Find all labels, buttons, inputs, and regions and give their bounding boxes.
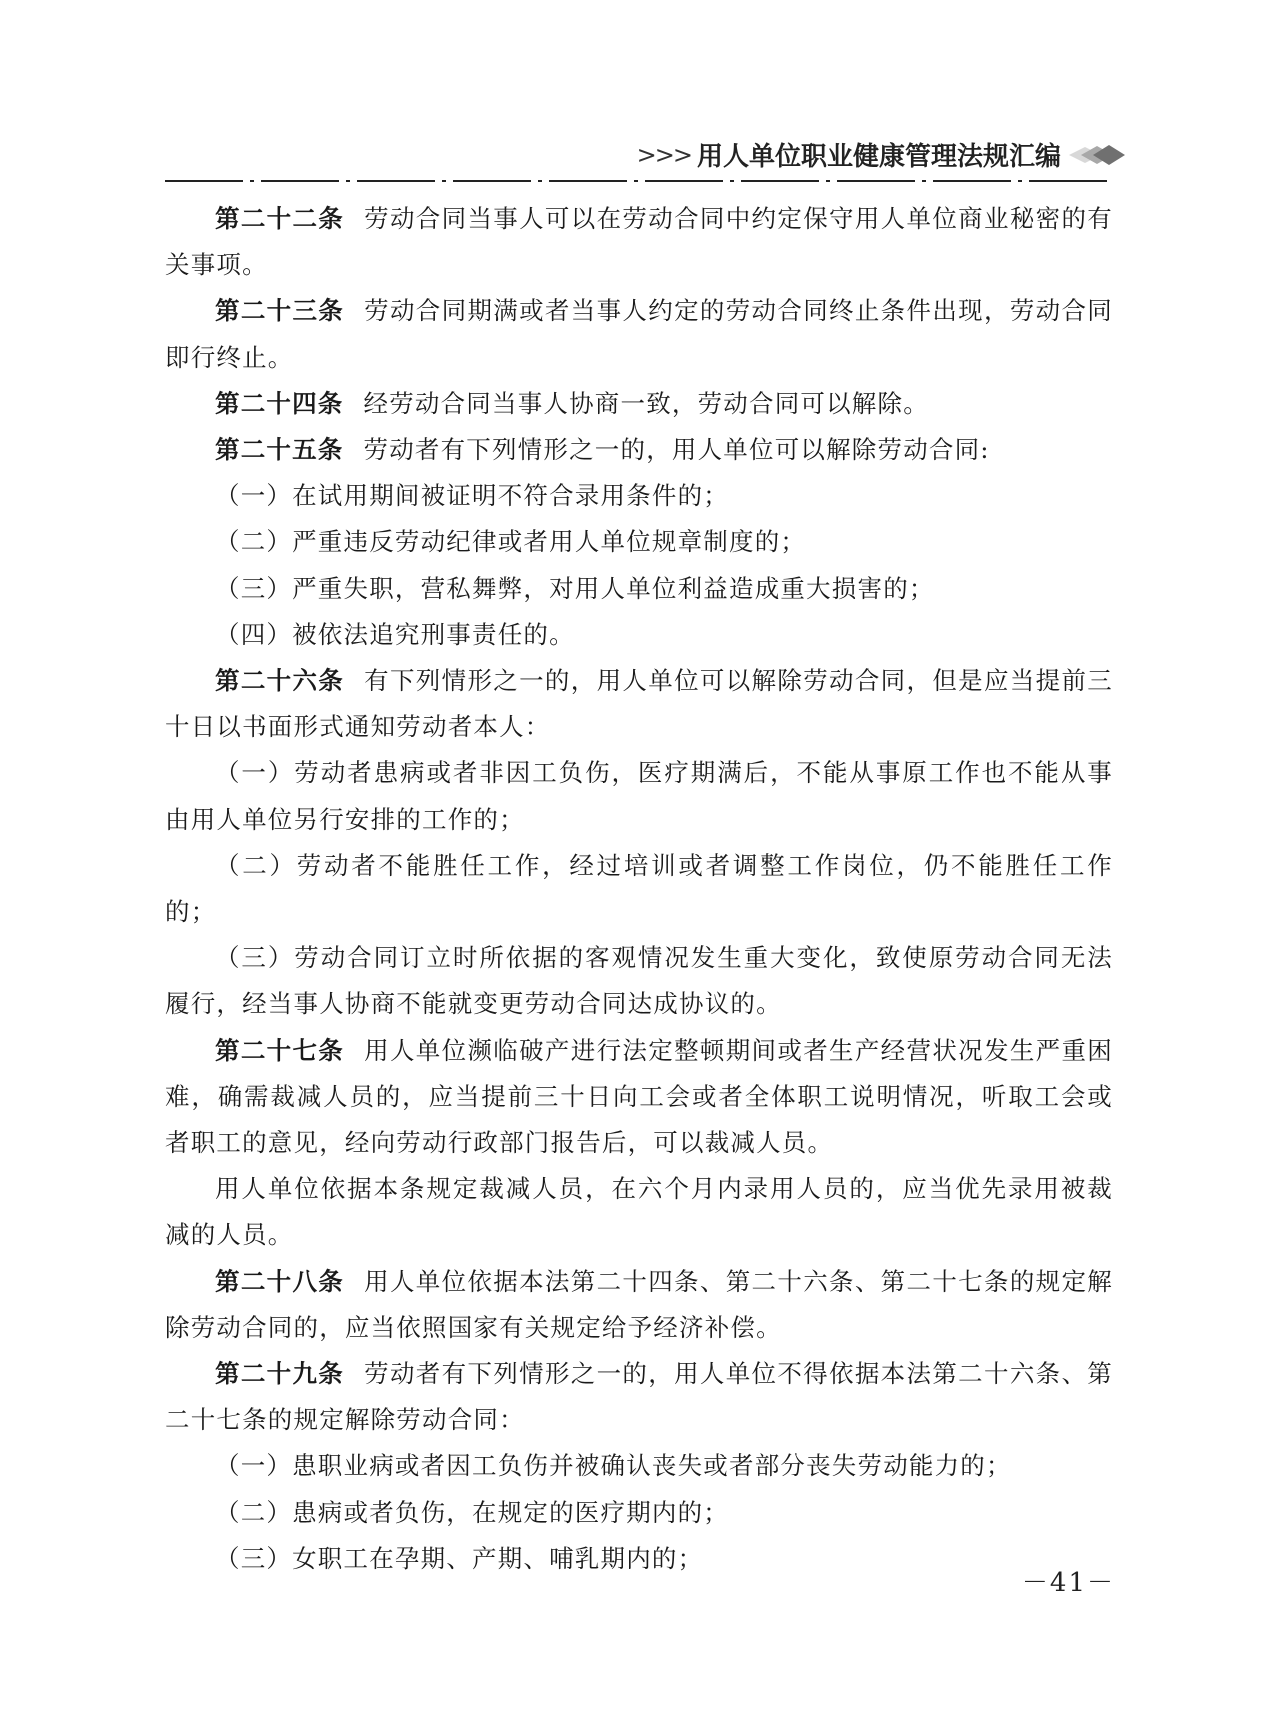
article-paragraph [165,196,1113,288]
clause-paragraph [165,473,1113,519]
article-paragraph [165,381,1113,427]
article-number: 第二十五条 [215,435,344,465]
paragraph-text: （一）在试用期间被证明不符合录用条件的； [215,481,729,511]
paragraph-text: （三）劳动合同订立时所依据的客观情况发生重大变化，致使原劳动合同无法履行，经当事人协商不能就变更劳动合同达成协议的。 [165,943,1113,1019]
page-number: －41－ [1021,1568,1115,1598]
clause-paragraph [165,519,1113,565]
paragraph-text: （二）严重违反劳动纪律或者用人单位规章制度的； [215,527,807,557]
article-number: 第二十四条 [215,388,344,418]
body-text [165,196,1113,1582]
article-number: 第二十六条 [215,666,345,696]
clause-paragraph [165,1490,1113,1536]
article-number: 第二十八条 [215,1266,345,1296]
clause-paragraph [165,566,1113,612]
article-paragraph [165,1351,1113,1443]
article-number: 第二十九条 [215,1359,345,1389]
paragraph-text: （四）被依法追究刑事责任的。 [215,619,575,649]
paragraph-text: （一）劳动者患病或者非因工负伤，医疗期满后，不能从事原工作也不能从事由用人单位另行安排的工作的； [165,758,1113,834]
clause-paragraph [165,612,1113,658]
paragraph-text: （三）严重失职，营私舞弊，对用人单位利益造成重大损害的； [215,573,935,603]
book-title: 用人单位职业健康管理法规汇编 [696,142,1061,172]
chevrons-icon: >>> [636,140,691,169]
clause-paragraph [165,935,1113,1027]
paragraph-text: 劳动者有下列情形之一的，用人单位不得依据本法第二十六条、第二十七条的规定解除劳动合同： [165,1359,1114,1435]
paragraph-text: 有下列情形之一的，用人单位可以解除劳动合同，但是应当提前三十日以书面形式通知劳动者本人： [165,666,1114,742]
paragraph-text: （一）患职业病或者因工负伤并被确认丧失或者部分丧失劳动能力的； [215,1451,1012,1481]
paragraph-text: （二）患病或者负伤，在规定的医疗期内的； [215,1497,729,1527]
paragraph-text: （二）劳动者不能胜任工作，经过培训或者调整工作岗位，仍不能胜任工作的； [165,850,1113,927]
running-header [0,0,1275,190]
clause-paragraph [165,1536,1113,1582]
paragraph-text: 用人单位濒临破产进行法定整顿期间或者生产经营状况发生严重困难，确需裁减人员的，应当提前三十日向工会或者全体职工说明情况，听取工会或者职工的意见，经向劳动行政部门报告后，可以裁减人员。 [165,1035,1114,1158]
article-number: 第二十二条 [215,204,345,233]
clause-paragraph [165,1443,1113,1489]
clause-paragraph [165,843,1113,935]
article-paragraph [165,1028,1113,1167]
header-title-group [637,136,1125,173]
paragraph-text: 劳动者有下列情形之一的，用人单位可以解除劳动合同: [363,435,990,465]
article-paragraph [165,427,1113,473]
clause-paragraph [165,750,1113,842]
paragraph-text: 劳动合同当事人可以在劳动合同中约定保守用人单位商业秘密的有关事项。 [165,204,1114,280]
paragraph-text: 劳动合同期满或者当事人约定的劳动合同终止条件出现，劳动合同即行终止。 [165,296,1114,372]
article-number: 第二十三条 [215,296,345,326]
paragraph-text: 用人单位依据本法第二十四条、第二十六条、第二十七条的规定解除劳动合同的，应当依照国家有关规定给予经济补偿。 [165,1266,1114,1342]
clause-paragraph [165,1166,1113,1258]
article-paragraph [165,288,1113,380]
diamond-ornament-icon [1067,143,1125,167]
article-paragraph [165,1259,1113,1351]
paragraph-text: （三）女职工在孕期、产期、哺乳期内的； [215,1543,704,1573]
paragraph-text: 用人单位依据本条规定裁减人员，在六个月内录用人员的，应当优先录用被裁减的人员。 [165,1174,1113,1250]
article-number: 第二十七条 [215,1035,345,1065]
header-rule [165,178,1110,184]
article-paragraph [165,658,1113,750]
paragraph-text: 经劳动合同当事人协商一致，劳动合同可以解除。 [363,388,929,418]
